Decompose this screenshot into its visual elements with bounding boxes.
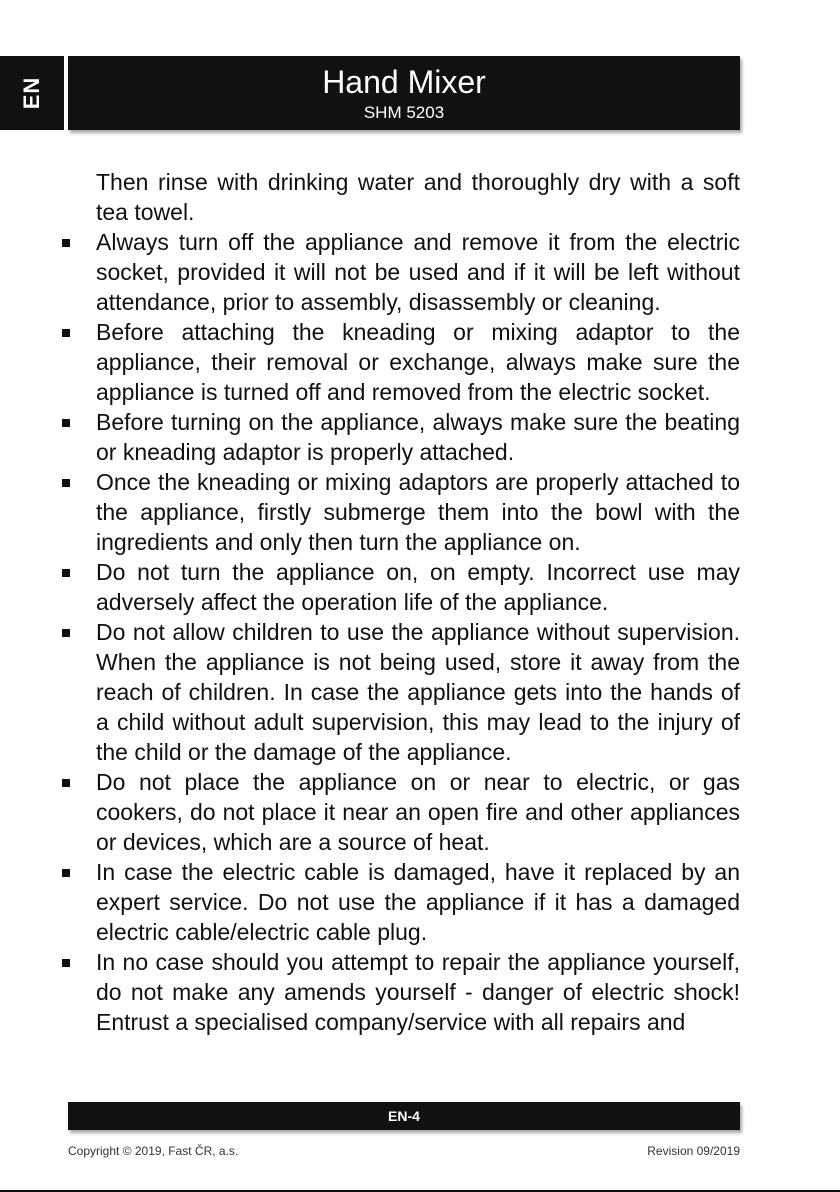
bullet-icon <box>62 479 70 487</box>
bullet-icon <box>62 869 70 877</box>
list-item <box>60 467 740 557</box>
list-item-text: Do not place the appliance on or near to electric, or gas cookers, do not place it near an open fire and other appliances or devices, which are a source of heat. <box>96 769 740 855</box>
list-item-text: Before turning on the appliance, always make sure the beating or kneading adaptor is properly attached. <box>96 409 740 465</box>
page-header <box>68 56 740 130</box>
page-number-bar <box>68 1102 740 1130</box>
list-item-text: Always turn off the appliance and remove it from the electric socket, provided it will not be used and if it will be left without attendance, prior to assembly, disassembly or cleaning. <box>96 229 740 315</box>
language-label: EN <box>19 76 44 110</box>
list-item <box>60 767 740 857</box>
list-item-text: Do not allow children to use the appliance without supervision. When the appliance is not being used, store it away from the reach of children. In case the appliance gets into the hands of a child without adult supervision, this may lead to the injury of the child or the damage of the appliance. <box>96 619 740 765</box>
bullet-icon <box>62 959 70 967</box>
list-item <box>60 227 740 317</box>
list-item-text: Before attaching the kneading or mixing adaptor to the appliance, their removal or exchange, always make sure the appliance is turned off and removed from the electric socket. <box>96 319 740 405</box>
bullet-icon <box>62 779 70 787</box>
list-item-text: In no case should you attempt to repair the appliance yourself, do not make any amends yourself - danger of electric shock! Entrust a specialised company/service with all repairs and <box>96 949 740 1035</box>
list-item <box>60 947 740 1037</box>
list-item <box>60 617 740 767</box>
bullet-icon <box>62 419 70 427</box>
list-item <box>60 857 740 947</box>
bullet-icon <box>62 239 70 247</box>
list-item <box>60 407 740 467</box>
list-item <box>60 317 740 407</box>
copyright-text: Copyright © 2019, Fast ČR, a.s. <box>68 1144 239 1158</box>
page-title: Hand Mixer <box>322 64 486 100</box>
list-item-text: Once the kneading or mixing adaptors are properly attached to the appliance, firstly submerge them into the bowl with the ingredients and only then turn the appliance on. <box>96 469 740 555</box>
language-tab <box>0 56 64 130</box>
bullet-icon <box>62 629 70 637</box>
bullet-icon <box>62 569 70 577</box>
model-number: SHM 5203 <box>363 103 445 122</box>
list-item <box>60 557 740 617</box>
page-number: EN-4 <box>388 1108 420 1124</box>
bullet-icon <box>62 329 70 337</box>
revision-text: Revision 09/2019 <box>647 1144 740 1158</box>
instructions-body <box>60 167 740 1037</box>
list-item-text: Do not turn the appliance on, on empty. Incorrect use may adversely affect the operation life of the appliance. <box>96 559 740 615</box>
list-item-text: In case the electric cable is damaged, have it replaced by an expert service. Do not use the appliance if it has a damaged electric cable/electric cable plug. <box>96 859 740 945</box>
intro-paragraph: Then rinse with drinking water and thoroughly dry with a soft tea towel. <box>96 169 740 225</box>
